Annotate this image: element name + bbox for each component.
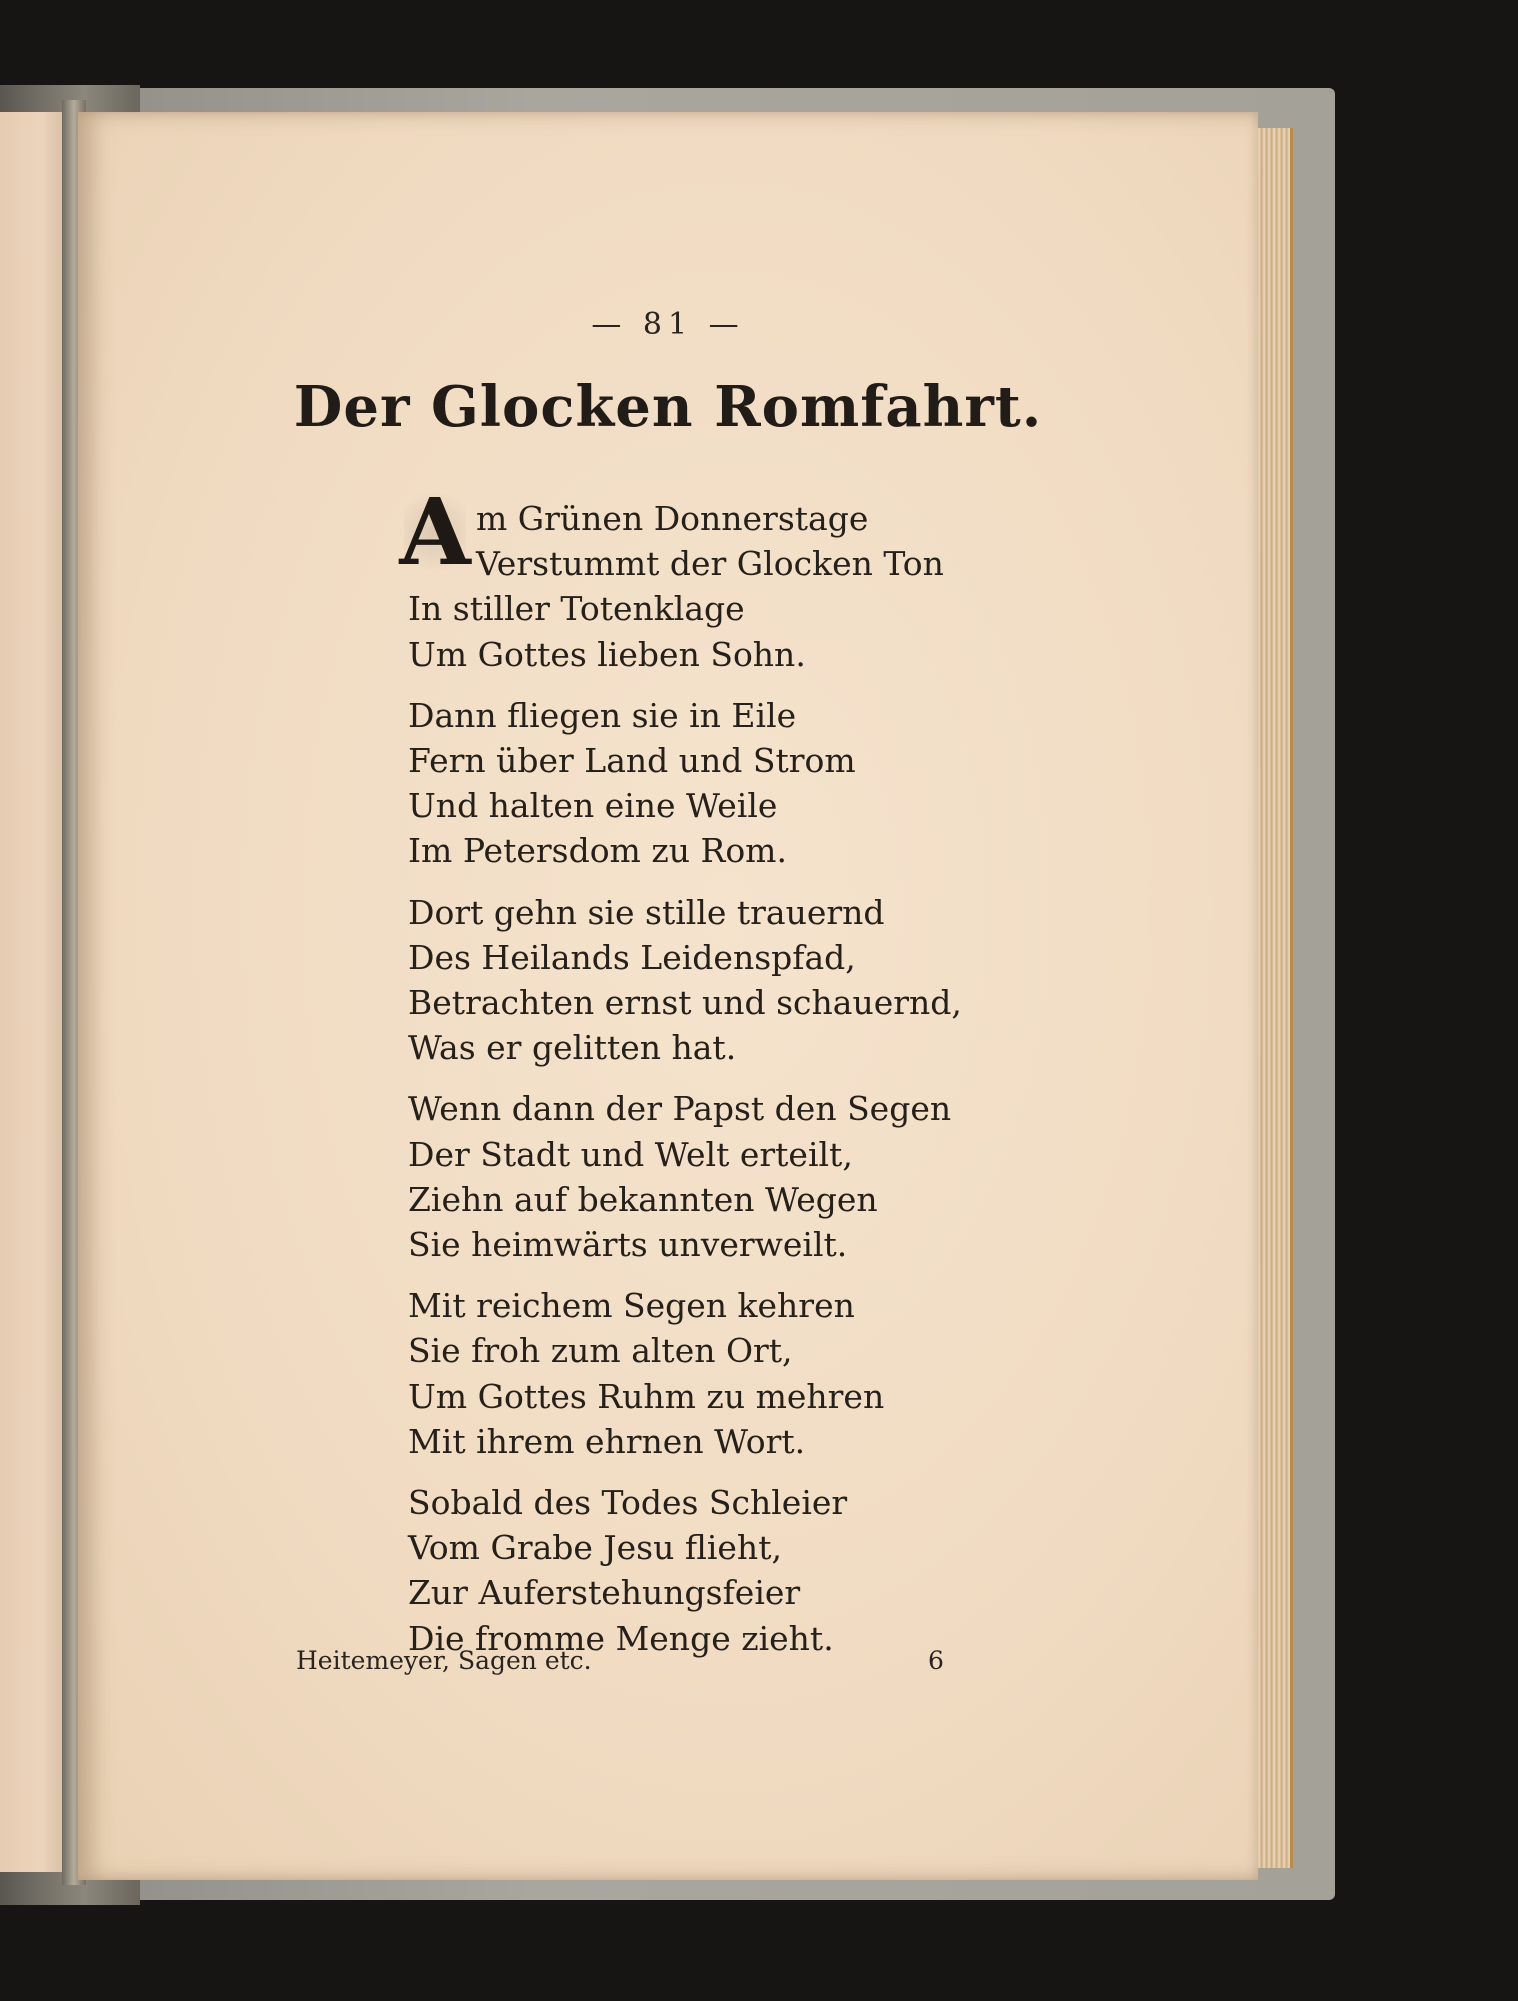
poem-line: Der Stadt und Welt erteilt,: [408, 1134, 853, 1174]
page-number: — 81 —: [591, 307, 745, 342]
stanza: [399, 478, 962, 677]
poem-line: Die fromme Menge zieht.: [408, 1618, 834, 1658]
poem-line: Fern über Land und Strom: [408, 741, 856, 781]
poem-title: Der Glocken Romfahrt.: [293, 374, 1043, 440]
stanza: [408, 1283, 962, 1464]
poem-line: Sobald des Todes Schleier: [408, 1483, 848, 1523]
poem-line: Zur Auferstehungsfeier: [408, 1573, 801, 1613]
poem-line: In stiller Totenklage: [408, 589, 745, 629]
poem-line: Dann fliegen sie in Eile: [408, 695, 797, 735]
stanza: [408, 693, 962, 874]
poem-line: Mit ihrem ehrnen Wort.: [408, 1421, 806, 1461]
drop-cap-initial: A: [399, 478, 471, 586]
poem-line: Verstummt der Glocken Ton: [476, 544, 944, 584]
poem-line: Und halten eine Weile: [408, 786, 778, 826]
poem-line: Was er gelitten hat.: [408, 1028, 737, 1068]
poem-line: Ziehn auf bekannten Wegen: [408, 1179, 878, 1219]
poem-line: Sie heimwärts unverweilt.: [408, 1225, 848, 1265]
poem-line: Vom Grabe Jesu flieht,: [408, 1528, 782, 1568]
stanza: [408, 890, 962, 1071]
footer-signature: Heitemeyer, Sagen etc.: [296, 1646, 592, 1675]
poem-line: Um Gottes Ruhm zu mehren: [408, 1376, 885, 1416]
poem-line: Mit reichem Segen kehren: [408, 1286, 855, 1326]
stanza: [408, 1480, 962, 1661]
poem-line: Um Gottes lieben Sohn.: [408, 634, 806, 674]
footer-sheet-number: 6: [928, 1646, 944, 1675]
poem-line: Des Heilands Leidenspfad,: [408, 937, 856, 977]
poem-line: Wenn dann der Papst den Segen: [408, 1089, 952, 1129]
first-line-text: m Grünen Donnerstage: [476, 499, 869, 538]
poem-line: Betrachten ernst und schauernd,: [408, 983, 962, 1023]
poem-line: Sie froh zum alten Ort,: [408, 1331, 793, 1371]
poem-line: Im Petersdom zu Rom.: [408, 831, 787, 871]
stanza: [408, 1086, 962, 1267]
book-page: [78, 112, 1258, 1880]
poem-line: Dort gehn sie stille trauernd: [408, 892, 885, 932]
poem-body: [399, 478, 962, 1677]
